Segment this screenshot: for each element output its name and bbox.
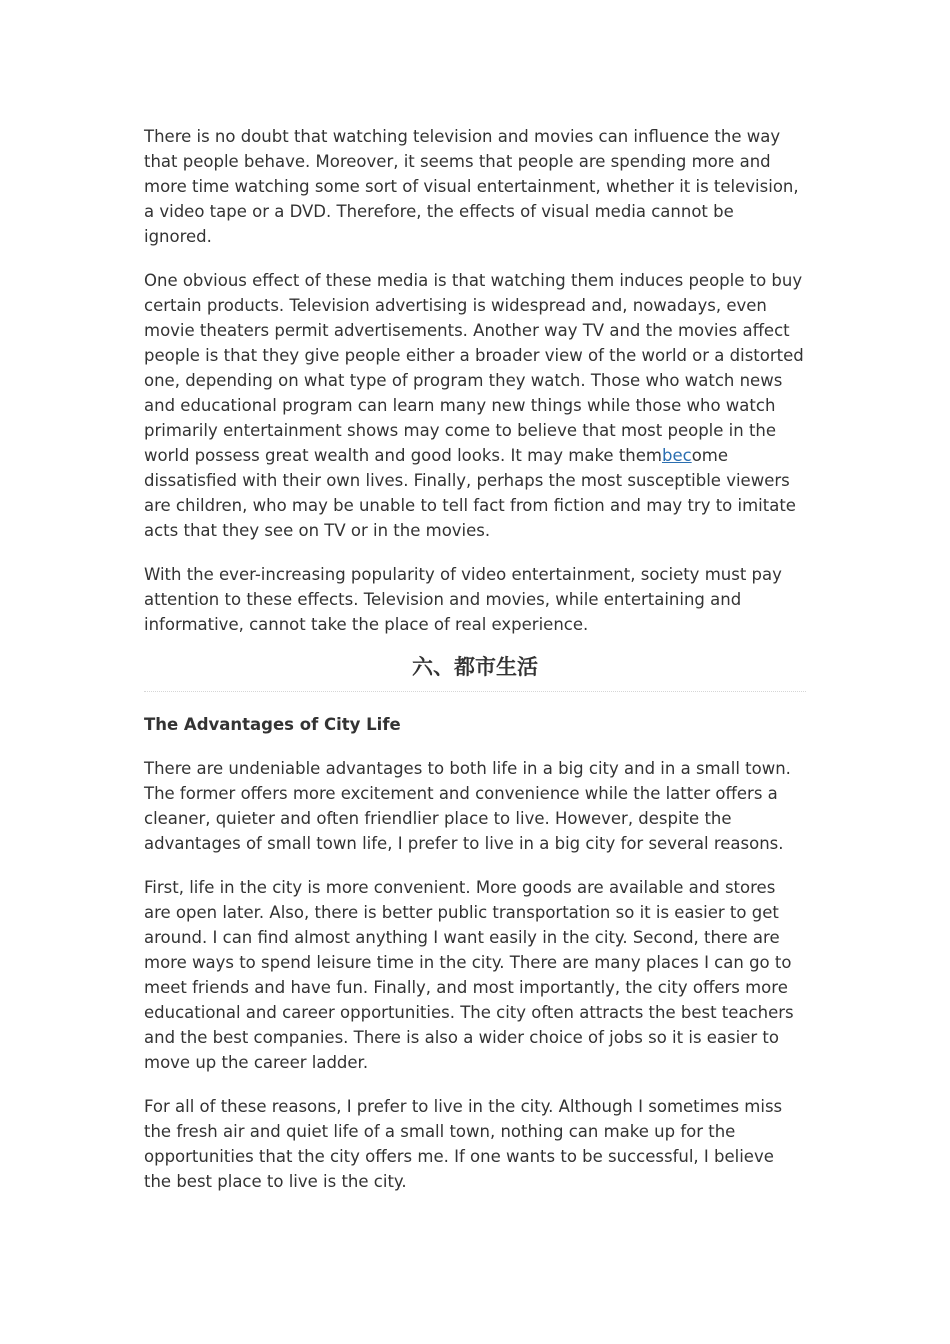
article-subheading: The Advantages of City Life — [144, 715, 401, 734]
city-paragraph-3: For all of these reasons, I prefer to live in the city. Although I sometimes miss the fresh air and quiet life of a small town, nothing can make up for the opportunities that the city offers me. If one wants to be successful, I believe the best place to live is the city. — [144, 1097, 783, 1191]
inline-link[interactable]: bec — [661, 446, 692, 465]
section-heading: 六、都市生活 — [144, 653, 806, 692]
media-paragraph-3: With the ever-increasing popularity of video entertainment, society must pay attention to these effects. Television and movies, while entertaining and informative, cannot take the place of real experience. — [144, 565, 782, 634]
city-paragraph-2: First, life in the city is more convenient. More goods are available and stores are open later. Also, there is better public transportation so it is easier to get around. I can find almost anything I want easily in the city. Second, there are more ways to spend leisure time in the city. There are many places I can go to meet friends and have fun. Finally, and most importantly, the city offers more educational and career opportunities. The city often attracts the best teachers and the best companies. There is also a wider choice of jobs so it is easier to move up the career ladder. — [144, 878, 794, 1072]
media-paragraph-1: There is no doubt that watching television and movies can influence the way that people behave. Moreover, it seems that people are spending more and more time watching some sort of visual entertainment, whether it is television, a video tape or a DVD. Therefore, the effects of visual media cannot be ignored. — [144, 127, 799, 246]
article-body — [144, 124, 806, 1213]
city-paragraph-1: There are undeniable advantages to both life in a big city and in a small town. The former offers more excitement and convenience while the latter offers a cleaner, quieter and often friendlier place to live. However, despite the advantages of small town life, I prefer to live in a big city for several reasons. — [144, 759, 791, 853]
media-paragraph-2 — [144, 268, 806, 543]
media-paragraph-2-text-end: ome dissatisfied with their own lives. Finally, perhaps the most susceptible viewers are children, who may be unable to tell fact from fiction and may try to imitate acts that they see on TV or in the movies. — [144, 446, 796, 540]
media-paragraph-2-text-start: One obvious effect of these media is that watching them induces people to buy certain products. Television advertising is widespread and, nowadays, even movie theaters permit advertisements. Another way TV and the movies affect people is that they give people either a broader view of the world or a distorted one, depending on what type of program they watch. Those who watch news and educational program can learn many new things while those who watch primarily entertainment shows may come to believe that most people in the world possess great wealth and good looks. It may make them — [144, 271, 804, 465]
